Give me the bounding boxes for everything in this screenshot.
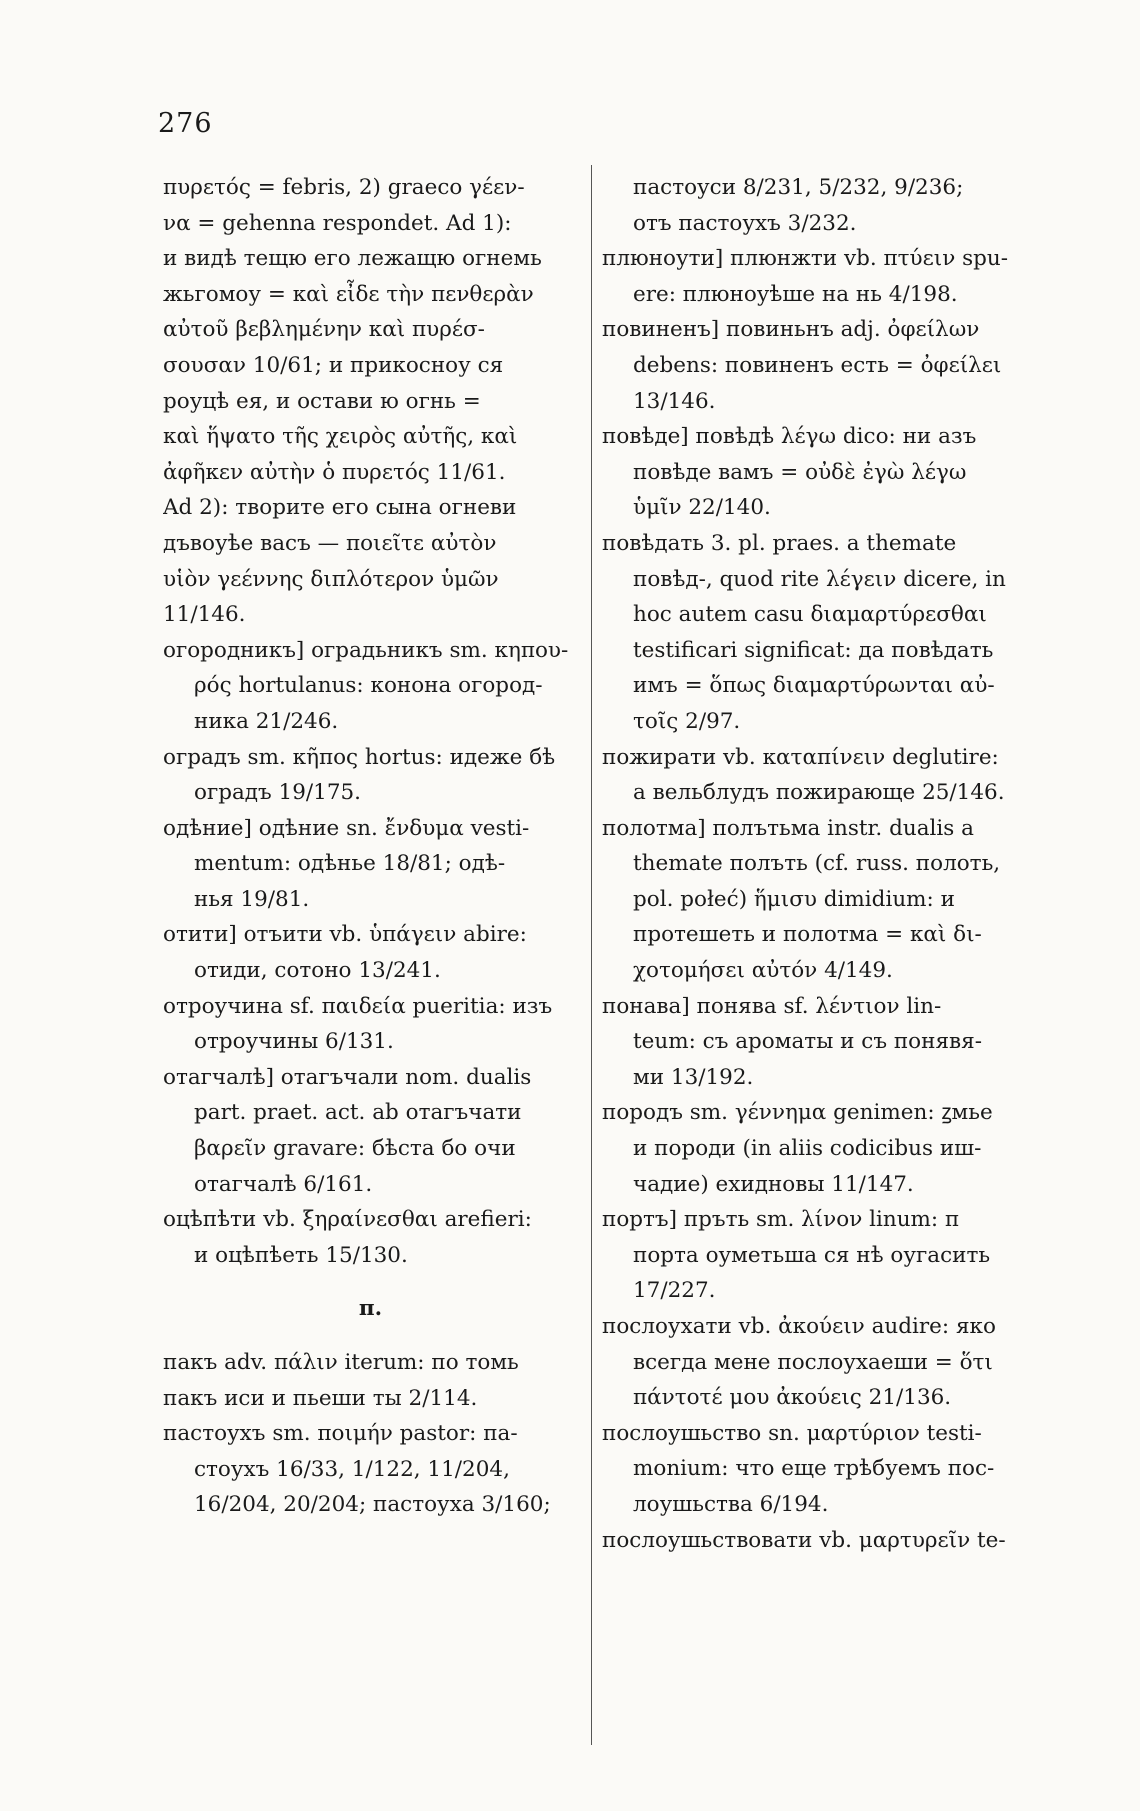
text-line: να = gehenna respondet. Ad 1): xyxy=(163,210,512,236)
text-line: 16/204, 20/204; пастоуха 3/160; xyxy=(194,1492,551,1518)
text-line: пастоухъ sm. ποιμήν pastor: па- xyxy=(163,1421,518,1447)
text-line: отиди, сотоно 13/241. xyxy=(194,958,441,984)
text-line: пакъ adv. πάλιν iterum: по томь xyxy=(163,1350,519,1375)
text-line: ми 13/192. xyxy=(633,1064,754,1090)
text-line: порта оуметьша ся нѣ оугасить xyxy=(633,1242,991,1268)
text-line: полотма] полътьма instr. dualis a xyxy=(602,815,974,841)
text-line: лоушьства 6/194. xyxy=(633,1491,829,1517)
text-line: hoc autem casu διαμαρτύρεσθαι xyxy=(633,602,987,628)
text-line: оградъ 19/175. xyxy=(194,780,362,806)
text-line: стоухъ 16/33, 1/122, 11/204, xyxy=(194,1456,510,1482)
text-line: понава] понява sf. λέντιον lin- xyxy=(602,993,942,1019)
text-line: отагчалѣ] отагъчали nom. dualis xyxy=(163,1064,532,1090)
text-line: mentum: одѣнье 18/81; одѣ- xyxy=(194,851,506,877)
text-line: и породи (in aliis codicibus иш- xyxy=(633,1136,982,1162)
text-line: жьгомоу = καὶ εἶδε τὴν πενθερὰν xyxy=(163,281,534,307)
text-line: отроучины 6/131. xyxy=(194,1029,394,1055)
text-line: πυρετός = febris, 2) graeco γέεν- xyxy=(163,175,525,200)
text-line: протешеть и полотма = καὶ δι- xyxy=(633,922,982,948)
text-line: повиненъ] повиньнъ adj. ὀφείλων xyxy=(602,317,980,343)
text-line: послоушьствовати vb. μαρτυρεῖν te- xyxy=(602,1527,1006,1553)
text-line: 11/146. xyxy=(163,602,246,628)
text-line: и оцѣпѣеть 15/130. xyxy=(194,1242,408,1268)
text-line: чадие) ехидновы 11/147. xyxy=(633,1171,914,1197)
text-line: αὐτοῦ βεβλημένην καὶ πυρέσ- xyxy=(163,317,485,343)
text-line: повѣдать 3. pl. praes. a themate xyxy=(602,530,957,556)
text-line: отроучина sf. παιδεία pueritia: изъ xyxy=(163,993,553,1019)
left-column xyxy=(163,170,578,1523)
text-line: повѣде] повѣдѣ λέγω dico: ни азъ xyxy=(602,424,977,450)
text-line: πάντοτέ μου ἀκούεις 21/136. xyxy=(633,1385,952,1411)
text-line: ἀφῆκεν αὐτὴν ὁ πυρετός 11/61. xyxy=(163,459,506,485)
section-letter: п. xyxy=(358,1296,383,1322)
text-line: teum: съ ароматы и съ понявя- xyxy=(633,1029,982,1055)
text-line: debens: повиненъ есть = ὀφείλει xyxy=(633,352,1002,378)
text-line: повѣд-, quod rite λέγειν dicere, in xyxy=(633,566,1006,592)
page-number: 276 xyxy=(158,108,213,139)
text-line: плюноути] плюнжти vb. πτύειν spu- xyxy=(602,246,1009,272)
text-line: оградъ sm. κῆπος hortus: идеже бѣ xyxy=(163,744,556,770)
text-line: дъвоуѣе васъ — ποιεῖτε αὐτὸν xyxy=(163,530,497,556)
text-line: βαρεῖν gravare: бѣста бо очи xyxy=(194,1136,516,1162)
text-line: пакъ иси и пьеши ты 2/114. xyxy=(163,1385,478,1411)
text-line: имъ = ὅπως διαμαρτύρωνται αὐ- xyxy=(633,673,995,699)
text-line: ника 21/246. xyxy=(194,708,339,734)
text-line: τοῖς 2/97. xyxy=(633,708,741,734)
text-line: Ad 2): творите его сына огневи xyxy=(163,495,517,521)
text-line: отити] отъити vb. ὑπάγειν abire: xyxy=(163,922,527,948)
text-line: testificari significat: да повѣдать xyxy=(633,637,994,663)
text-line: послоушьство sn. μαρτύριον testi- xyxy=(602,1420,982,1446)
text-line: а вельблудъ пожирающе 25/146. xyxy=(633,780,1005,806)
text-line: ὑμῖν 22/140. xyxy=(633,495,771,521)
text-line: повѣде вамъ = οὐδὲ ἐγὼ λέγω xyxy=(633,459,967,485)
text-line: 17/227. xyxy=(633,1278,716,1304)
text-line: послоухати vb. ἀκούειν audire: яко xyxy=(602,1314,996,1339)
column-divider xyxy=(591,165,592,1745)
right-column xyxy=(602,170,1024,1558)
text-line: нья 19/81. xyxy=(194,886,310,912)
text-line: одѣние] одѣние sn. ἔνδυμα vesti- xyxy=(163,815,530,841)
text-line: пастоуси 8/231, 5/232, 9/236; xyxy=(633,175,964,200)
text-line: χοτομήσει αὐτόν 4/149. xyxy=(633,958,893,984)
text-line: отагчалѣ 6/161. xyxy=(194,1171,373,1197)
text-line: part. praet. act. ab отагъчати xyxy=(194,1100,522,1126)
text-line: пожирати vb. καταπίνειν deglutire: xyxy=(602,744,999,770)
text-line: портъ] пръть sm. λίνον linum: п xyxy=(602,1207,960,1233)
text-line: σουσαν 10/61; и прикосноу ся xyxy=(163,352,504,378)
text-line: и видѣ тещю его лежащю огнемь xyxy=(163,246,542,272)
text-line: themate полъть (cf. russ. полоть, xyxy=(633,851,1001,877)
text-line: υἱὸν γεέννης διπλότερον ὑμῶν xyxy=(163,566,499,592)
text-line: породъ sm. γέννημα genimen: ꙁмье xyxy=(602,1100,993,1126)
text-line: огородникъ] оградьникъ sm. κηπου- xyxy=(163,637,569,663)
text-line: оцѣпѣти vb. ξηραίνεσθαι arefieri: xyxy=(163,1207,532,1233)
text-line: 13/146. xyxy=(633,388,716,414)
text-line: ρός hortulanus: конона огород- xyxy=(194,673,543,699)
text-line: καὶ ἥψατο τῆς χειρὸς αὐτῆς, καὶ xyxy=(163,424,518,450)
text-line: pol. połeć) ἥμισυ dimidium: и xyxy=(633,886,955,912)
text-line: роуцѣ ея, и остави ю огнь = xyxy=(163,388,481,414)
text-line: отъ пастоухъ 3/232. xyxy=(633,210,857,236)
text-line: ere: плюноуѣше на нь 4/198. xyxy=(633,281,958,307)
text-line: monium: что еще трѣбуемъ пос- xyxy=(633,1456,995,1482)
text-line: всегда мене послоухаеши = ὅτι xyxy=(633,1349,993,1375)
